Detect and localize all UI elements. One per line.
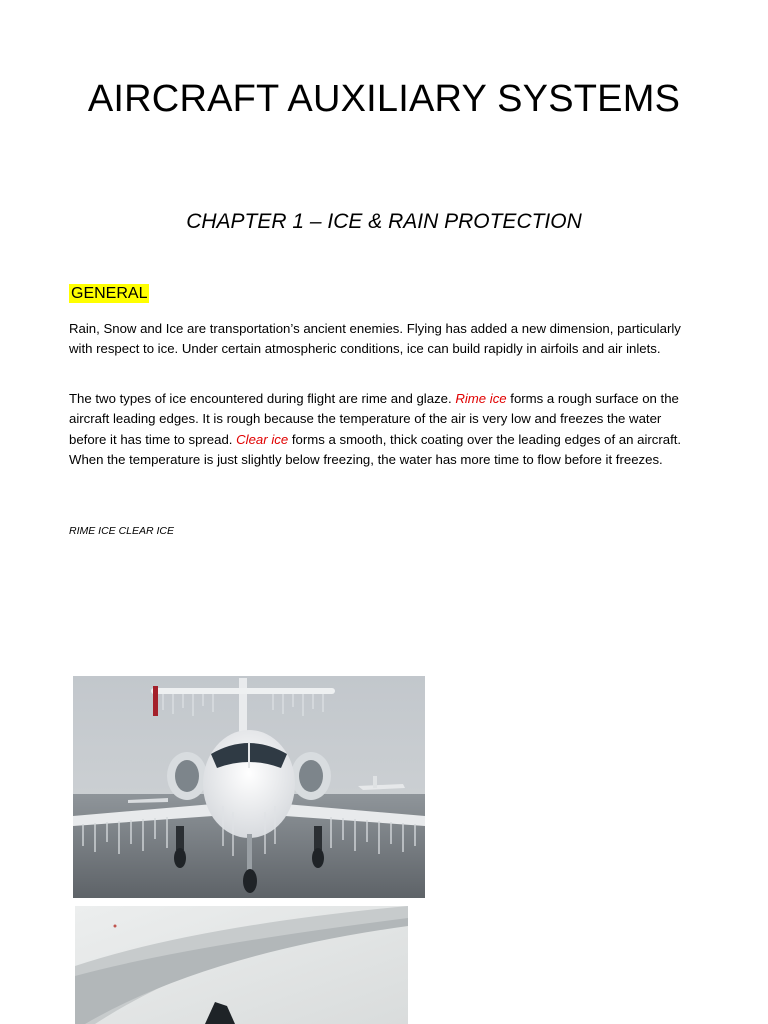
paragraph-ice-types — [69, 389, 699, 470]
term-rime-ice: Rime ice — [455, 391, 507, 406]
highlighted-heading-text: GENERAL — [71, 285, 148, 302]
section-heading-general — [69, 285, 149, 303]
ice-types-text-3: forms a smooth, thick coating over the leading edges of an aircraft. When the temperature is just slightly below freezing, the water has more time to flow before it freezes. — [69, 431, 682, 467]
clear-ice-illustration — [75, 906, 408, 1024]
paragraph-intro: Rain, Snow and Ice are transportation’s ancient enemies. Flying has added a new dimension, particularly with respect to ice. Under certain atmospheric conditions, ice can build rapidly in airfoils and air inlets. — [69, 321, 681, 357]
iced-aircraft-photo — [73, 676, 425, 898]
term-clear-ice: Clear ice — [236, 431, 289, 447]
figure-caption: RIME ICE CLEAR ICE — [69, 525, 175, 537]
iced-aircraft-illustration — [73, 676, 425, 898]
document-title: AIRCRAFT AUXILIARY SYSTEMS — [87, 78, 681, 120]
chapter-title: CHAPTER 1 – ICE & RAIN PROTECTION — [186, 210, 582, 233]
ice-types-text-1: The two types of ice encountered during flight are rime and glaze. — [69, 391, 456, 406]
ice-types-text-2: forms a rough surface on the aircraft leading edges. It is rough because the temperature of the air is very low and freezes the water before it has time to spread. — [69, 391, 679, 447]
clear-ice-photo — [75, 906, 408, 1024]
